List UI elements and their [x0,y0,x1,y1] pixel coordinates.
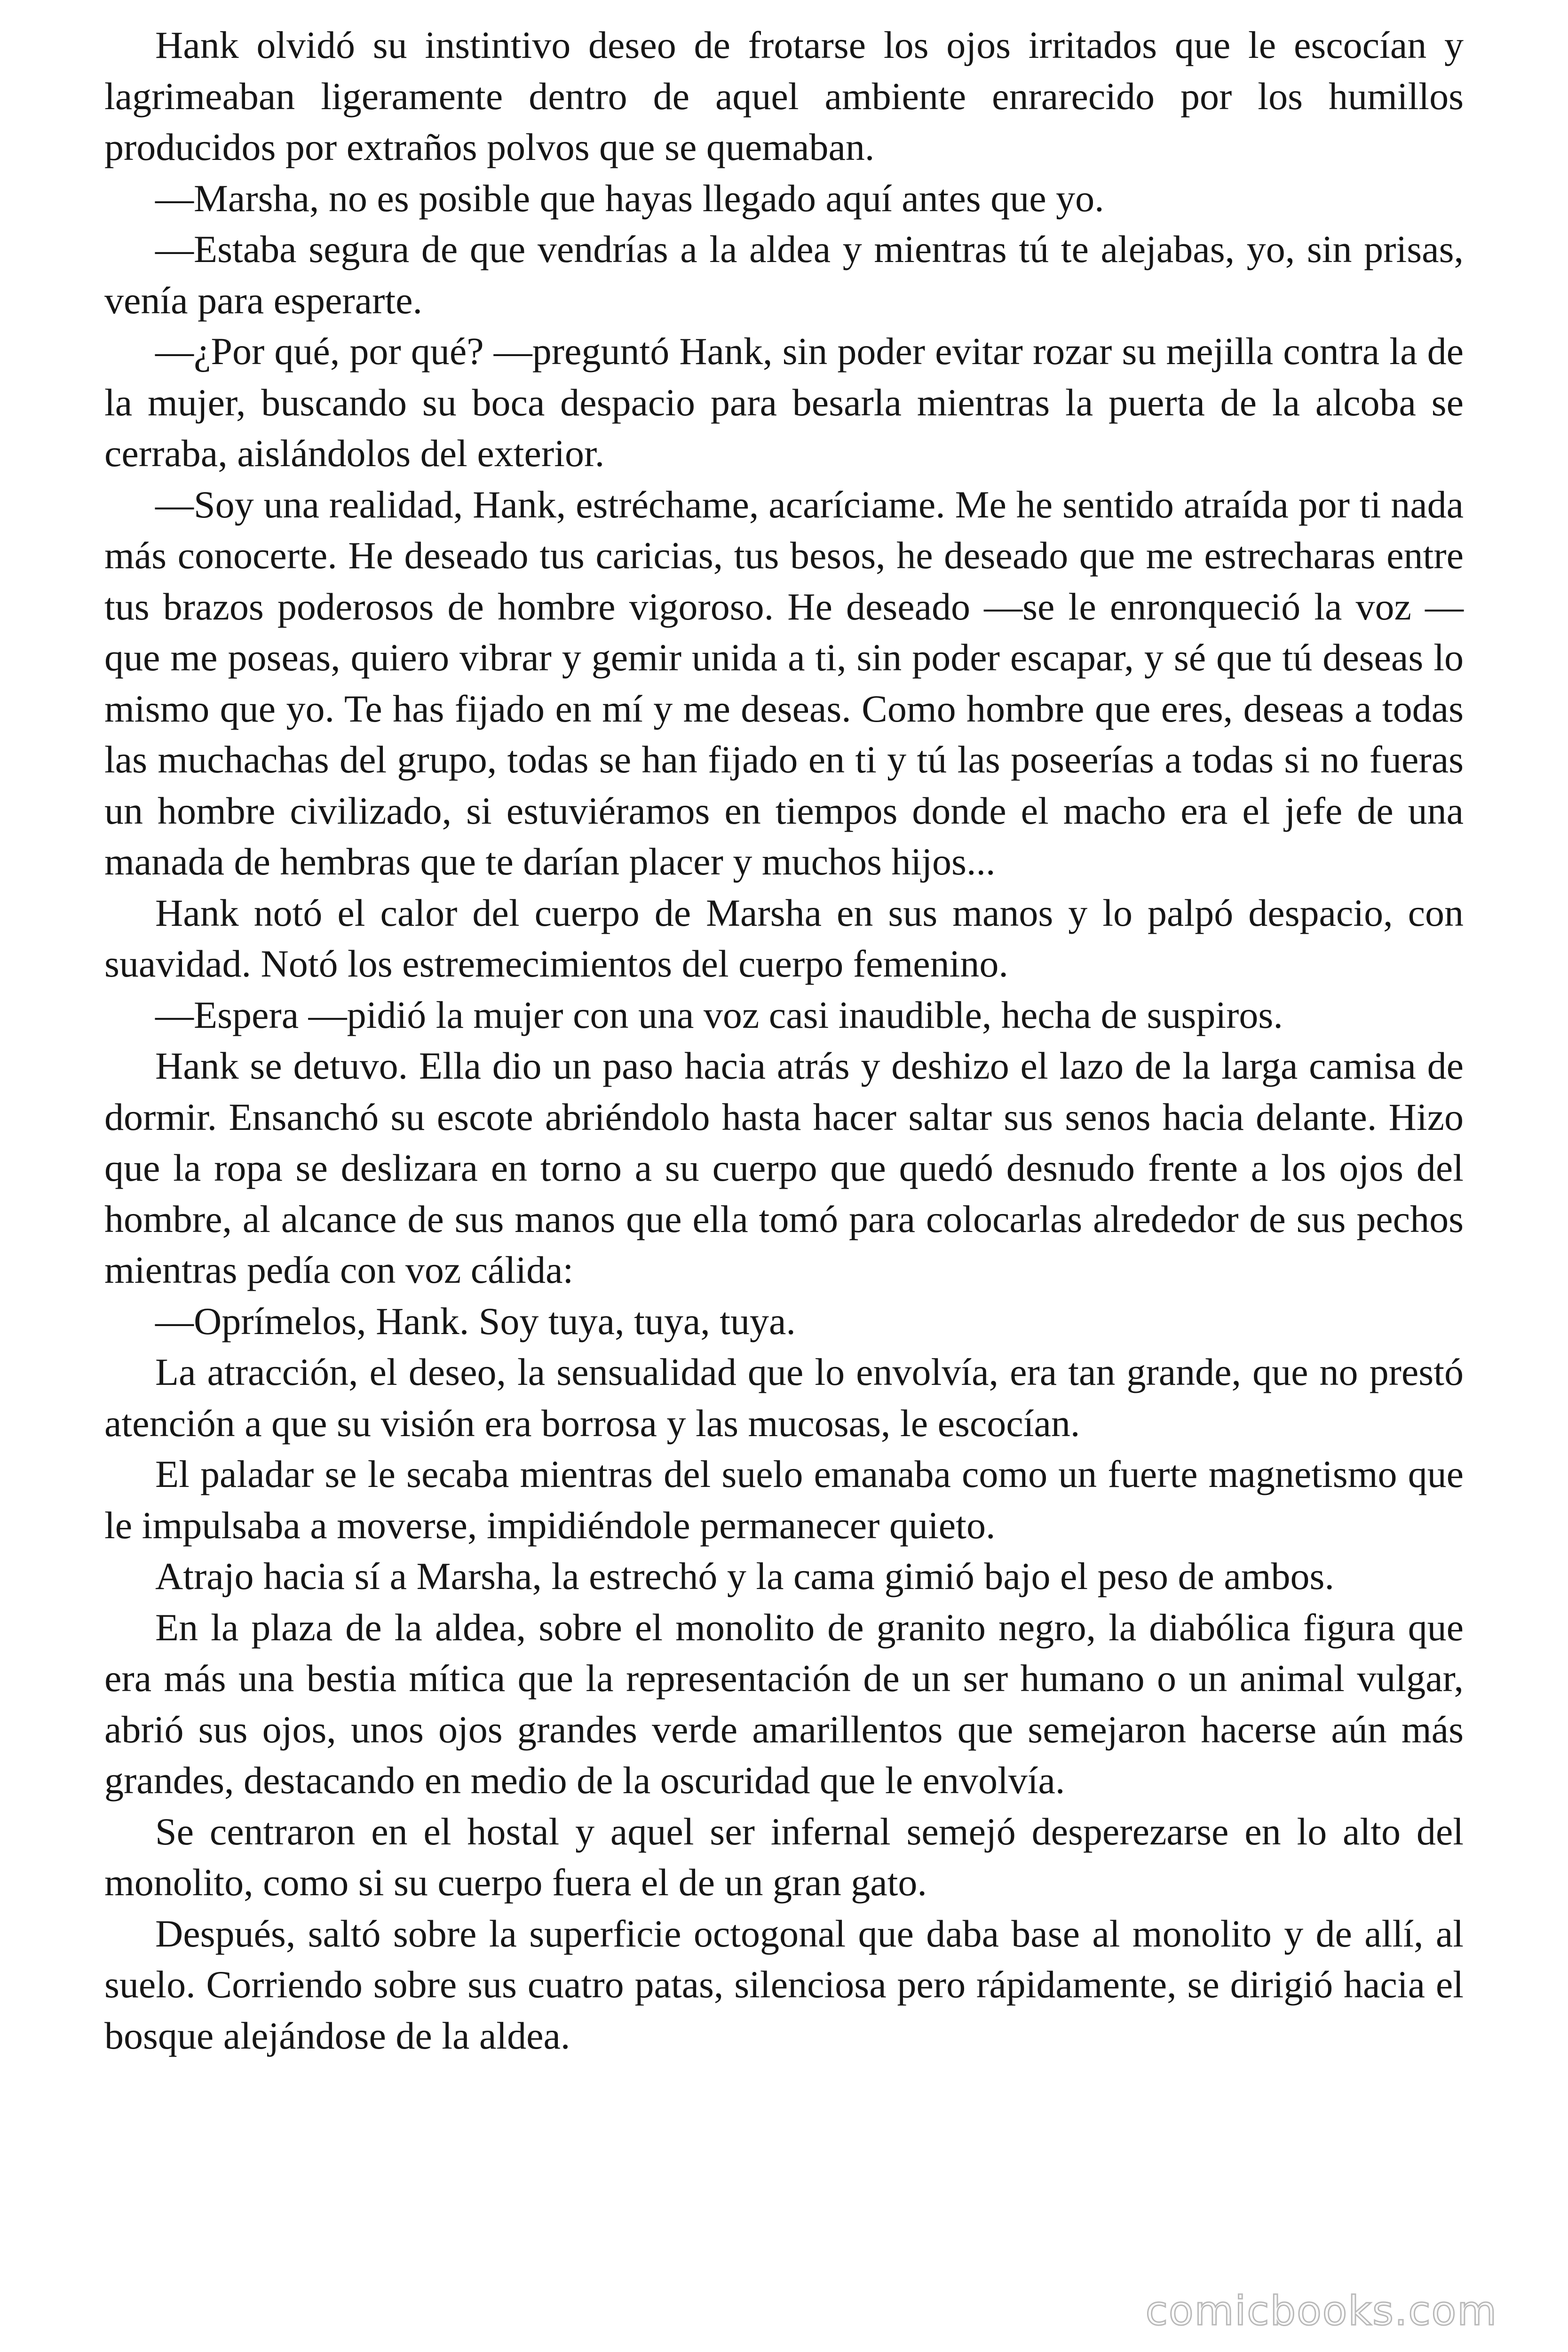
paragraph: La atracción, el deseo, la sensualidad que lo envolvía, era tan grande, que no prestó atención a que su visión era borrosa y las mucosas, le escocían. [104,1351,1464,1445]
paragraph: —Soy una realidad, Hank, estréchame, acaríciame. Me he sentido atraída por ti nada más conocerte. He deseado tus caricias, tus besos, he deseado que me estrecharas entre tus brazos poderosos de hombre vigoroso. He deseado —se le enronqueció la voz —que me poseas, quiero vibrar y gemir unida a ti, sin poder escapar, y sé que tú deseas lo mismo que yo. Te has fijado en mí y me deseas. Como hombre que eres, deseas a todas las muchachas del grupo, todas se han fijado en ti y tú las poseerías a todas si no fueras un hombre civilizado, si estuviéramos en tiempos donde el macho era el jefe de una manada de hembras que te darían placer y muchos hijos... [104,483,1464,883]
page-body-text [104,20,1464,2061]
paragraph: Se centraron en el hostal y aquel ser infernal semejó desperezarse en lo alto del monolito, como si su cuerpo fuera el de un gran gato. [104,1810,1464,1904]
paragraph: Atrajo hacia sí a Marsha, la estrechó y la cama gimió bajo el peso de ambos. [155,1555,1334,1597]
paragraph: —Estaba segura de que vendrías a la aldea y mientras tú te alejabas, yo, sin prisas, venía para esperarte. [104,228,1464,322]
paragraph: Hank se detuvo. Ella dio un paso hacia atrás y deshizo el lazo de la larga camisa de dormir. Ensanchó su escote abriéndolo hasta hacer saltar sus senos hacia delante. Hizo que la ropa se deslizara en torno a su cuerpo que quedó desnudo frente a los ojos del hombre, al alcance de sus manos que ella tomó para colocarlas alrededor de sus pechos mientras pedía con voz cálida: [104,1044,1464,1291]
paragraph: Hank notó el calor del cuerpo de Marsha en sus manos y lo palpó despacio, con suavidad. Notó los estremecimientos del cuerpo femenino. [104,891,1464,985]
paragraph: —Oprímelos, Hank. Soy tuya, tuya, tuya. [155,1299,796,1343]
paragraph: —¿Por qué, por qué? —preguntó Hank, sin poder evitar rozar su mejilla contra la de la mujer, buscando su boca despacio para besarla mientras la puerta de la alcoba se cerraba, aislándolos del exterior. [104,330,1464,475]
paragraph: En la plaza de la aldea, sobre el monolito de granito negro, la diabólica figura que era más una bestia mítica que la representación de un ser humano o un animal vulgar, abrió sus ojos, unos ojos grandes verde amarillentos que semejaron hacerse aún más grandes, destacando en medio de la oscuridad que le envolvía. [104,1605,1464,1802]
paragraph: —Marsha, no es posible que hayas llegado aquí antes que yo. [155,176,1104,220]
paragraph: Hank olvidó su instintivo deseo de frotarse los ojos irritados que le escocían y lagrimeaban ligeramente dentro de aquel ambiente enrarecido por los humillos producidos por extraños polvos que se quemaban. [104,24,1464,168]
watermark: comicbooks.com [1145,2288,1497,2335]
paragraph: —Espera —pidió la mujer con una voz casi inaudible, hecha de suspiros. [155,993,1283,1036]
paragraph: El paladar se le secaba mientras del suelo emanaba como un fuerte magnetismo que le impulsaba a moverse, impidiéndole permanecer quieto. [104,1453,1464,1547]
paragraph: Después, saltó sobre la superficie octogonal que daba base al monolito y de allí, al suelo. Corriendo sobre sus cuatro patas, silenciosa pero rápidamente, se dirigió hacia el bosque alejándose de la aldea. [104,1912,1464,2057]
